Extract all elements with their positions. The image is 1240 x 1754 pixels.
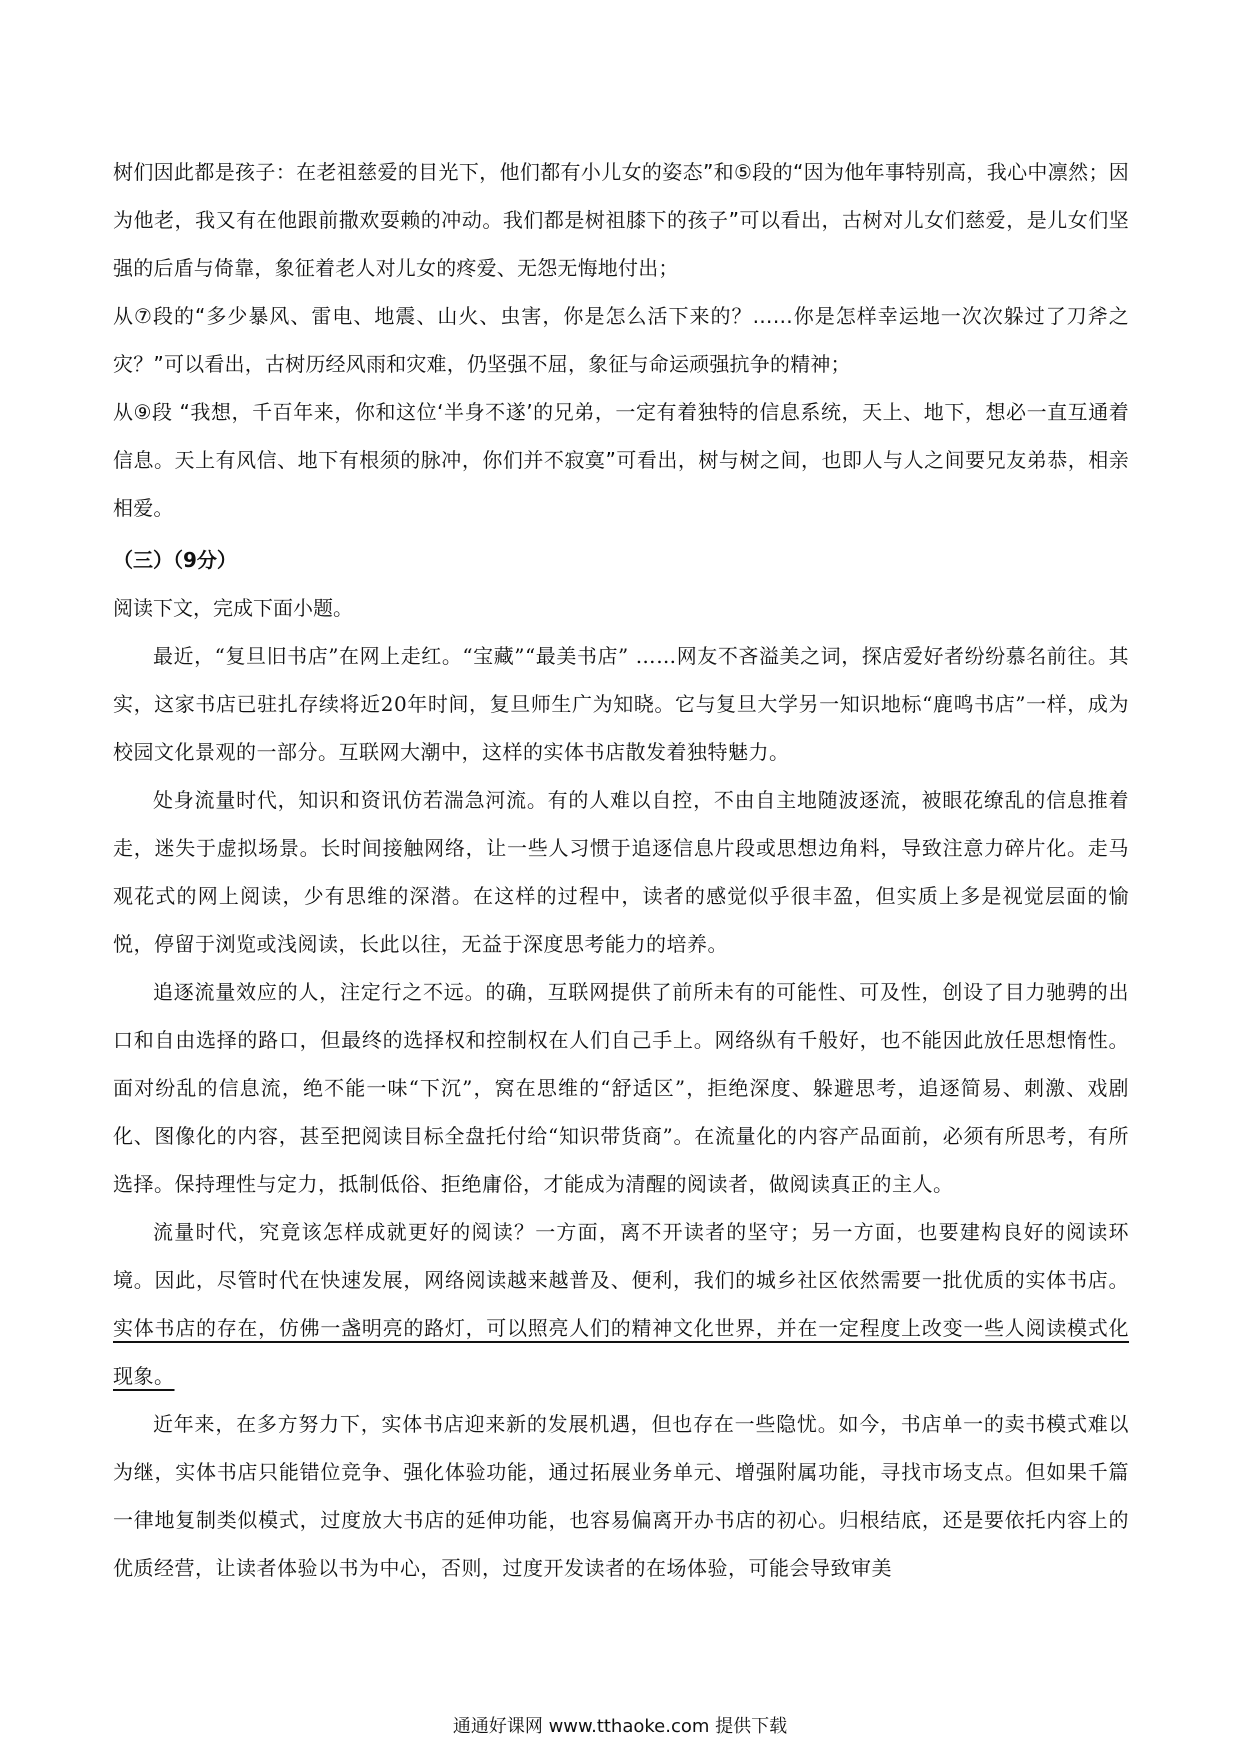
article-paragraph-3: 追逐流量效应的人，注定行之不远。的确，互联网提供了前所未有的可能性、可及性，创设了目力驰骋的出口和自由选择的路口，但最终的选择权和控制权在人们自己手上。网络纵有千般好，也不能因此放任思想惰性。面对纷乱的信息流，绝不能一味“下沉”，窝在思维的“舒适区”，拒绝深度、躲避思考，追逐简易、刺激、戏剧化、图像化的内容，甚至把阅读目标全盘托付给“知识带货商”。在流量化的内容产品面前，必须有所思考，有所选择。保持理性与定力，抵制低俗、拒绝庸俗，才能成为清醒的阅读者，做阅读真正的主人。 [113,980,1129,1196]
answer-section [113,148,1129,532]
footer-watermark: 通通好课网 www.tthaoke.com 提供下载 [452,1716,788,1737]
article-paragraph-5: 近年来，在多方努力下，实体书店迎来新的发展机遇，但也存在一些隐忧。如今，书店单一的卖书模式难以为继，实体书店只能错位竞争、强化体验功能，通过拓展业务单元、增强附属功能，寻找市场支点。但如果千篇一律地复制类似模式，过度放大书店的延伸功能，也容易偏离开办书店的初心。归根结底，还是要依托内容上的优质经营，让读者体验以书为中心，否则，过度开发读者的在场体验，可能会导致审美 [113,1412,1129,1580]
article-paragraph-4-text: 流量时代，究竟该怎样成就更好的阅读？一方面，离不开读者的坚守；另一方面，也要建构良好的阅读环境。因此，尽管时代在快速发展，网络阅读越来越普及、便利，我们的城乡社区依然需要一批优质的实体书店。 [113,1220,1129,1292]
underlined-sentence: 实体书店的存在，仿佛一盏明亮的路灯，可以照亮人们的精神文化世界，并在一定程度上改变一些人阅读模式化现象。 [113,1316,1129,1388]
answer-paragraph-1: 树们因此都是孩子：在老祖慈爱的目光下，他们都有小儿女的姿态”和⑤段的“因为他年事特别高，我心中凛然；因为他老，我又有在他跟前撒欢耍赖的冲动。我们都是树祖膝下的孩子”可以看出，古树对儿女们慈爱，是儿女们坚强的后盾与倚靠，象征着老人对儿女的疼爱、无怨无悔地付出； [113,160,1129,280]
answer-paragraph-3: 从⑨段 “我想，千百年来，你和这位‘半身不遂’的兄弟，一定有着独特的信息系统，天上、地下，想必一直互通着信息。天上有风信、地下有根须的脉冲，你们并不寂寞”可看出，树与树之间，也即人与人之间要兄友弟恭，相亲相爱。 [113,400,1129,520]
article-paragraph-1: 最近，“复旦旧书店”在网上走红。“宝藏”“最美书店” ……网友不吝溢美之词，探店爱好者纷纷慕名前往。其实，这家书店已驻扎存续将近20年时间，复旦师生广为知晓。它与复旦大学另一知识地标“鹿鸣书店”一样，成为校园文化景观的一部分。互联网大潮中，这样的实体书店散发着独特魅力。 [113,644,1129,764]
section-instruction: 阅读下文，完成下面小题。 [113,596,353,620]
section-heading: （三）（9分） [113,548,237,572]
document-page [113,148,1129,1592]
article-paragraph-2: 处身流量时代，知识和资讯仿若湍急河流。有的人难以自控，不由自主地随波逐流，被眼花缭乱的信息推着走，迷失于虚拟场景。长时间接触网络，让一些人习惯于追逐信息片段或思想边角料，导致注意力碎片化。走马观花式的网上阅读，少有思维的深潜。在这样的过程中，读者的感觉似乎很丰盈，但实质上多是视觉层面的愉悦，停留于浏览或浅阅读，长此以往，无益于深度思考能力的培养。 [113,788,1129,956]
answer-paragraph-2: 从⑦段的“多少暴风、雷电、地震、山火、虫害，你是怎么活下来的？……你是怎样幸运地一次次躲过了刀斧之灾？”可以看出，古树历经风雨和灾难，仍坚强不屈，象征与命运顽强抗争的精神； [113,304,1129,376]
article-body [113,632,1129,1592]
article-paragraph-4 [113,1208,1129,1400]
